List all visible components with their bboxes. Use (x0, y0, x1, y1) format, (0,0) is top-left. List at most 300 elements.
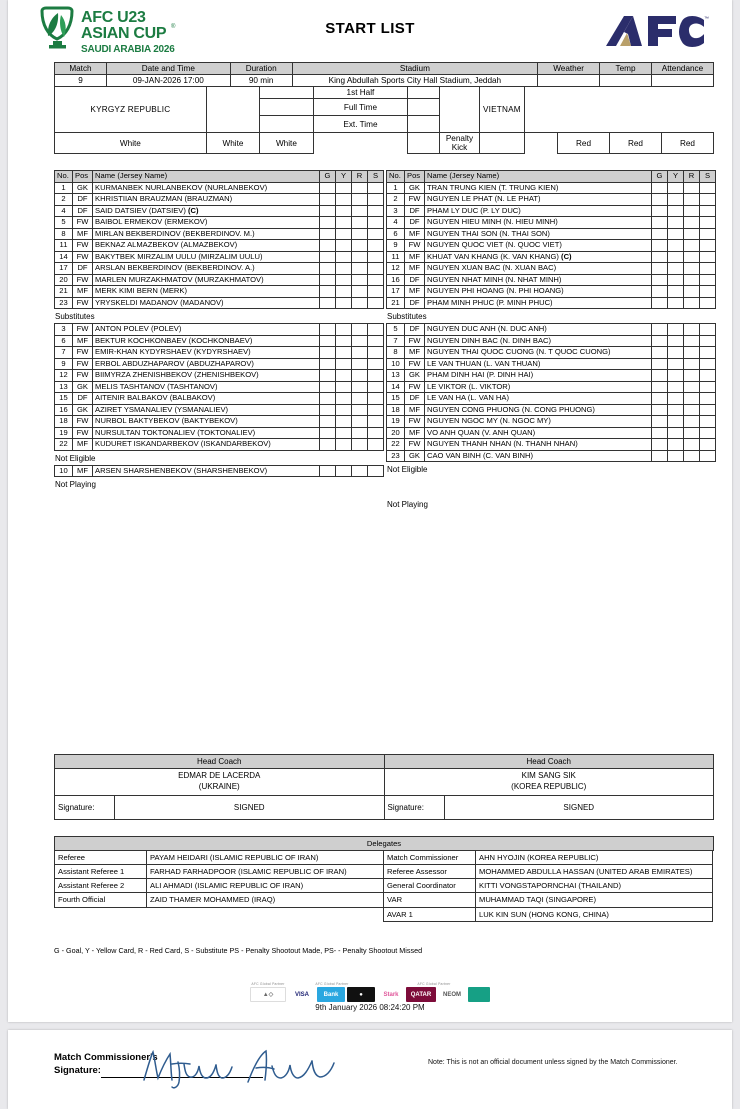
player-number: 19 (387, 416, 405, 428)
table-row (387, 381, 716, 393)
stat-cell-r[interactable] (352, 228, 368, 240)
footer-note: Note: This is not an official document unless signed by the Match Commissioner. (428, 1059, 678, 1066)
stat-cell-g[interactable] (652, 439, 668, 451)
stat-cell-g[interactable] (320, 263, 336, 275)
stat-cell-r[interactable] (684, 274, 700, 286)
stat-cell-s[interactable] (700, 358, 716, 370)
stat-cell-y[interactable] (336, 381, 352, 393)
player-position: DF (405, 324, 425, 336)
stat-cell-r[interactable] (684, 381, 700, 393)
stat-cell-y[interactable] (336, 182, 352, 194)
stat-cell-g[interactable] (652, 217, 668, 229)
player-number: 15 (55, 393, 73, 405)
player-position: DF (73, 194, 93, 206)
away-substitutes-label: Substitutes (387, 312, 427, 321)
stat-cell-s[interactable] (368, 427, 384, 439)
stat-cell-r[interactable] (352, 251, 368, 263)
stat-cell-y[interactable] (668, 286, 684, 298)
mc-signature-label-line1: Match Commissioner's (54, 1052, 158, 1063)
stat-cell-y[interactable] (668, 251, 684, 263)
table-row (387, 416, 716, 428)
player-name-text: BEKTUR KOCHKONBAEV (KOCHKONBAEV) (95, 335, 253, 345)
stat-cell-y[interactable] (668, 217, 684, 229)
stat-cell-g[interactable] (652, 274, 668, 286)
stat-cell-s[interactable] (700, 416, 716, 428)
player-number: 12 (387, 263, 405, 275)
stat-cell-g[interactable] (320, 194, 336, 206)
stat-cell-g[interactable] (320, 205, 336, 217)
stat-cell-g[interactable] (320, 381, 336, 393)
away-score-full-time (408, 99, 440, 116)
stat-cell-r[interactable] (684, 450, 700, 462)
player-name (425, 416, 652, 428)
stat-cell-g[interactable] (320, 393, 336, 405)
stat-cell-g[interactable] (320, 274, 336, 286)
stat-cell-g[interactable] (320, 286, 336, 298)
stat-cell-s[interactable] (368, 194, 384, 206)
sponsor-visa-icon: VISA (289, 987, 315, 1002)
stat-cell-s[interactable] (368, 228, 384, 240)
away-coach-country: (KOREA REPUBLIC) (511, 781, 587, 791)
stat-cell-y[interactable] (668, 416, 684, 428)
table-row (55, 439, 384, 451)
player-position: DF (405, 217, 425, 229)
stat-cell-g[interactable] (320, 427, 336, 439)
stat-cell-y[interactable] (668, 370, 684, 382)
player-position: DF (405, 205, 425, 217)
stat-cell-r[interactable] (352, 358, 368, 370)
table-row (387, 370, 716, 382)
delegate-person: MUHAMMAD TAQI (SINGAPORE) (476, 893, 713, 907)
stat-cell-y[interactable] (668, 439, 684, 451)
stat-cell-s[interactable] (368, 297, 384, 309)
stat-cell-y[interactable] (336, 205, 352, 217)
away-kit-shorts: Red (609, 133, 661, 154)
stat-cell-r[interactable] (684, 251, 700, 263)
stat-cell-y[interactable] (336, 439, 352, 451)
player-name-text: NGUYEN PHI HOANG (N. PHI HOANG) (427, 286, 564, 295)
home-th-pos: Pos (73, 171, 93, 183)
player-name-text: BIIMYRZA ZHENISHBEKOV (ZHENISHBEKOV) (95, 370, 259, 379)
stat-cell-y[interactable] (336, 240, 352, 252)
stat-cell-r[interactable] (352, 182, 368, 194)
stat-cell-r[interactable] (684, 370, 700, 382)
stat-cell-g[interactable] (652, 370, 668, 382)
delegates-left-col (54, 850, 384, 922)
stat-cell-g[interactable] (320, 240, 336, 252)
stat-cell-s[interactable] (368, 404, 384, 416)
kit-gap-right (524, 133, 557, 154)
stat-cell-y[interactable] (668, 324, 684, 336)
stat-cell-r[interactable] (352, 335, 368, 347)
stat-cell-g[interactable] (652, 358, 668, 370)
player-name (93, 358, 320, 370)
stat-cell-s[interactable] (368, 240, 384, 252)
stat-cell-r[interactable] (352, 347, 368, 359)
away-score-1st-half (408, 87, 440, 99)
away-not-playing-label: Not Playing (387, 500, 428, 509)
home-kit-shorts: White (206, 133, 259, 154)
table-row (387, 439, 716, 451)
stat-cell-g[interactable] (652, 450, 668, 462)
score-label-ext-time: Ext. Time (313, 116, 408, 133)
sponsor-qatar-airways-icon: QATAR (406, 987, 436, 1002)
player-position: FW (73, 297, 93, 309)
stat-cell-s[interactable] (368, 465, 384, 477)
stat-cell-r[interactable] (352, 286, 368, 298)
table-row (387, 274, 716, 286)
sponsor-saudi-arabia-icon: ▲◇ (250, 987, 286, 1002)
stat-cell-g[interactable] (652, 393, 668, 405)
away-th-g: G (652, 171, 668, 183)
match-duration: 90 min (230, 75, 292, 87)
stat-cell-y[interactable] (668, 297, 684, 309)
stat-cell-y[interactable] (336, 358, 352, 370)
stat-cell-s[interactable] (368, 335, 384, 347)
stat-cell-g[interactable] (320, 335, 336, 347)
svg-text:®: ® (171, 24, 176, 30)
stat-cell-s[interactable] (700, 205, 716, 217)
away-not-eligible-label: Not Eligible (387, 465, 428, 474)
stat-cell-s[interactable] (700, 404, 716, 416)
stat-cell-r[interactable] (352, 297, 368, 309)
score-label-penalty: Penalty Kick (439, 133, 479, 154)
player-number: 7 (55, 347, 73, 359)
stat-cell-y[interactable] (668, 263, 684, 275)
player-number: 13 (55, 381, 73, 393)
stat-cell-y[interactable] (668, 381, 684, 393)
player-name-text: NGUYEN QUOC VIET (N. QUOC VIET) (427, 240, 562, 249)
stat-cell-s[interactable] (368, 439, 384, 451)
stat-cell-s[interactable] (368, 393, 384, 405)
stat-cell-g[interactable] (320, 217, 336, 229)
stat-cell-s[interactable] (700, 251, 716, 263)
player-number: 22 (387, 439, 405, 451)
stat-cell-g[interactable] (320, 439, 336, 451)
stat-cell-r[interactable] (352, 263, 368, 275)
player-name (93, 335, 320, 347)
stat-cell-y[interactable] (336, 194, 352, 206)
stat-cell-r[interactable] (352, 194, 368, 206)
stat-cell-r[interactable] (684, 439, 700, 451)
player-name (93, 381, 320, 393)
stat-cell-s[interactable] (368, 182, 384, 194)
stat-cell-g[interactable] (320, 347, 336, 359)
table-row (55, 324, 384, 336)
stat-cell-y[interactable] (336, 228, 352, 240)
stat-cell-r[interactable] (684, 347, 700, 359)
stat-cell-r[interactable] (684, 416, 700, 428)
player-name-text: BAKYTBEK MIRZALIM UULU (MIRZALIM UULU) (95, 251, 263, 261)
stat-cell-s[interactable] (368, 358, 384, 370)
table-row (387, 263, 716, 275)
stat-cell-y[interactable] (668, 205, 684, 217)
stat-cell-y[interactable] (336, 416, 352, 428)
stat-cell-s[interactable] (700, 347, 716, 359)
stat-cell-g[interactable] (320, 297, 336, 309)
home-kit-socks: White (260, 133, 313, 154)
stat-cell-r[interactable] (684, 182, 700, 194)
player-number: 3 (387, 205, 405, 217)
stat-cell-s[interactable] (368, 286, 384, 298)
home-th-s: S (368, 171, 384, 183)
stat-cell-s[interactable] (368, 347, 384, 359)
stat-cell-g[interactable] (320, 182, 336, 194)
player-name-text: AITENIR BALBAKOV (BALBAKOV) (95, 393, 216, 402)
stat-cell-r[interactable] (352, 240, 368, 252)
stat-cell-g[interactable] (652, 416, 668, 428)
stat-cell-g[interactable] (652, 182, 668, 194)
stat-cell-s[interactable] (368, 263, 384, 275)
stat-cell-g[interactable] (320, 370, 336, 382)
away-th-r: R (684, 171, 700, 183)
stat-cell-r[interactable] (684, 286, 700, 298)
stat-cell-g[interactable] (652, 427, 668, 439)
stat-cell-s[interactable] (368, 324, 384, 336)
stat-cell-r[interactable] (352, 370, 368, 382)
player-name-text: MERK KIMI BERN (MERK) (95, 286, 187, 295)
stat-cell-y[interactable] (336, 404, 352, 416)
stat-cell-y[interactable] (668, 404, 684, 416)
coach-signature-row (55, 795, 714, 819)
stat-cell-s[interactable] (368, 381, 384, 393)
stat-cell-g[interactable] (320, 416, 336, 428)
stat-cell-s[interactable] (700, 194, 716, 206)
stat-cell-g[interactable] (652, 263, 668, 275)
stat-cell-s[interactable] (700, 450, 716, 462)
stat-cell-y[interactable] (668, 427, 684, 439)
stat-cell-r[interactable] (684, 297, 700, 309)
stat-cell-y[interactable] (336, 217, 352, 229)
stat-cell-r[interactable] (352, 404, 368, 416)
sponsor-set-1 (250, 987, 286, 1002)
stat-cell-g[interactable] (652, 240, 668, 252)
player-name-text: NGUYEN THANH NHAN (N. THANH NHAN) (427, 439, 578, 448)
stat-cell-g[interactable] (652, 347, 668, 359)
player-position: MF (405, 251, 425, 263)
home-spacer-cell (206, 87, 259, 133)
stat-cell-y[interactable] (668, 228, 684, 240)
stat-cell-g[interactable] (652, 335, 668, 347)
stat-cell-g[interactable] (652, 297, 668, 309)
away-starters-table (386, 170, 716, 309)
stat-cell-r[interactable] (684, 404, 700, 416)
score-row-1st-half (55, 87, 714, 99)
away-kit-socks: Red (661, 133, 713, 154)
stat-cell-y[interactable] (336, 297, 352, 309)
stat-cell-s[interactable] (700, 335, 716, 347)
away-score-ext-time (408, 116, 440, 133)
stat-cell-s[interactable] (368, 205, 384, 217)
stat-cell-r[interactable] (684, 217, 700, 229)
table-row (387, 228, 716, 240)
table-row (55, 263, 384, 275)
stat-cell-g[interactable] (652, 251, 668, 263)
stat-cell-s[interactable] (700, 439, 716, 451)
stat-cell-r[interactable] (352, 205, 368, 217)
stat-cell-r[interactable] (352, 427, 368, 439)
home-score-ext-time (260, 116, 313, 133)
stat-cell-s[interactable] (700, 297, 716, 309)
stat-cell-y[interactable] (668, 450, 684, 462)
score-band-table (54, 86, 714, 154)
player-name (93, 286, 320, 298)
stat-cell-r[interactable] (684, 358, 700, 370)
match-commissioner-sheet (8, 1030, 732, 1109)
delegate-person: MOHAMMED ABDULLA HASSAN (UNITED ARAB EMIRATES) (476, 865, 713, 879)
player-name-text: NGUYEN HIEU MINH (N. HIEU MINH) (427, 217, 558, 226)
stat-cell-r[interactable] (352, 416, 368, 428)
stat-cell-r[interactable] (352, 217, 368, 229)
stat-cell-y[interactable] (336, 370, 352, 382)
stat-cell-y[interactable] (336, 427, 352, 439)
home-signature-value[interactable]: SIGNED (115, 795, 385, 819)
stat-cell-y[interactable] (336, 251, 352, 263)
player-position: GK (73, 381, 93, 393)
stat-cell-s[interactable] (700, 370, 716, 382)
delegate-person: AHN HYOJIN (KOREA REPUBLIC) (476, 851, 713, 865)
stat-cell-s[interactable] (700, 263, 716, 275)
home-starters-table (54, 170, 384, 309)
stat-cell-r[interactable] (684, 205, 700, 217)
stat-cell-g[interactable] (652, 381, 668, 393)
stat-cell-y[interactable] (336, 263, 352, 275)
stat-cell-g[interactable] (652, 205, 668, 217)
table-row (387, 205, 716, 217)
away-th-s: S (700, 171, 716, 183)
player-position: FW (405, 240, 425, 252)
stat-cell-y[interactable] (668, 194, 684, 206)
stat-cell-y[interactable] (336, 347, 352, 359)
svg-text:AFC U23: AFC U23 (81, 9, 146, 26)
player-name-text: NGUYEN DUC ANH (N. DUC ANH) (427, 324, 547, 333)
player-number: 18 (387, 404, 405, 416)
stat-cell-g[interactable] (652, 286, 668, 298)
stat-cell-r[interactable] (352, 393, 368, 405)
player-position: FW (405, 381, 425, 393)
player-position: FW (73, 416, 93, 428)
player-name (425, 217, 652, 229)
stat-cell-r[interactable] (352, 274, 368, 286)
stat-cell-r[interactable] (684, 240, 700, 252)
stat-cell-g[interactable] (320, 465, 336, 477)
score-label-1st-half: 1st Half (313, 87, 408, 99)
stat-cell-r[interactable] (352, 465, 368, 477)
table-row (387, 335, 716, 347)
th-date-time: Date and Time (106, 63, 230, 75)
table-row (55, 465, 384, 477)
stat-cell-y[interactable] (668, 347, 684, 359)
stat-cell-s[interactable] (700, 286, 716, 298)
table-row (387, 324, 716, 336)
stat-cell-s[interactable] (700, 240, 716, 252)
stat-cell-g[interactable] (320, 404, 336, 416)
stat-cell-y[interactable] (668, 335, 684, 347)
stat-cell-g[interactable] (652, 194, 668, 206)
player-number: 21 (387, 297, 405, 309)
stat-cell-s[interactable] (700, 228, 716, 240)
stat-cell-s[interactable] (700, 393, 716, 405)
stat-cell-s[interactable] (368, 251, 384, 263)
stat-cell-y[interactable] (668, 274, 684, 286)
stat-cell-g[interactable] (652, 228, 668, 240)
stat-cell-s[interactable] (368, 217, 384, 229)
player-name (93, 217, 320, 229)
stat-cell-s[interactable] (368, 370, 384, 382)
stat-cell-g[interactable] (320, 358, 336, 370)
stat-cell-y[interactable] (336, 335, 352, 347)
player-number: 5 (55, 217, 73, 229)
stat-cell-r[interactable] (684, 194, 700, 206)
stat-cell-g[interactable] (652, 404, 668, 416)
stat-cell-s[interactable] (368, 416, 384, 428)
th-stadium: Stadium (292, 63, 537, 75)
stat-cell-y[interactable] (336, 465, 352, 477)
mc-signature-label-line2: Signature: (54, 1064, 101, 1076)
stat-cell-y[interactable] (668, 182, 684, 194)
stat-cell-s[interactable] (368, 274, 384, 286)
player-name (425, 370, 652, 382)
stat-cell-r[interactable] (684, 324, 700, 336)
stat-cell-g[interactable] (320, 251, 336, 263)
stat-cell-g[interactable] (320, 228, 336, 240)
document-header (8, 0, 732, 58)
player-number: 14 (55, 251, 73, 263)
stat-cell-r[interactable] (684, 393, 700, 405)
player-name (425, 393, 652, 405)
stat-cell-g[interactable] (652, 324, 668, 336)
sponsor-tier-1: AFC Global Partner (251, 982, 285, 986)
stat-cell-s[interactable] (700, 217, 716, 229)
stat-cell-s[interactable] (700, 324, 716, 336)
table-row (55, 217, 384, 229)
delegate-person: ALI AHMADI (ISLAMIC REPUBLIC OF IRAN) (147, 879, 384, 893)
stat-cell-s[interactable] (700, 381, 716, 393)
stat-cell-r[interactable] (352, 439, 368, 451)
match-stadium: King Abdullah Sports City Hall Stadium, Jeddah (292, 75, 537, 87)
stat-cell-r[interactable] (352, 381, 368, 393)
stat-cell-r[interactable] (684, 228, 700, 240)
stat-cell-g[interactable] (320, 324, 336, 336)
table-row (55, 240, 384, 252)
match-temp (600, 75, 652, 87)
stat-cell-s[interactable] (700, 427, 716, 439)
home-substitutes-label: Substitutes (55, 312, 95, 321)
stat-cell-s[interactable] (700, 274, 716, 286)
kit-gap-left (313, 133, 408, 154)
stat-cell-y[interactable] (336, 274, 352, 286)
player-name (93, 240, 320, 252)
player-position: FW (73, 347, 93, 359)
stat-cell-y[interactable] (336, 324, 352, 336)
stat-cell-r[interactable] (684, 263, 700, 275)
stat-cell-y[interactable] (668, 393, 684, 405)
away-signature-value[interactable]: SIGNED (444, 795, 714, 819)
stat-cell-y[interactable] (668, 240, 684, 252)
stat-cell-r[interactable] (684, 427, 700, 439)
legend-text: G - Goal, Y - Yellow Card, R - Red Card, S - Substitute PS - Penalty Shootout Made, PS- - Penalty Shootout Missed (54, 946, 423, 955)
player-number: 14 (387, 381, 405, 393)
player-number: 15 (387, 393, 405, 405)
stat-cell-s[interactable] (700, 182, 716, 194)
stat-cell-r[interactable] (352, 324, 368, 336)
stat-cell-y[interactable] (336, 286, 352, 298)
player-number: 23 (387, 450, 405, 462)
player-name-text: ARSEN SHARSHENBEKOV (SHARSHENBEKOV) (95, 465, 268, 475)
stat-cell-r[interactable] (684, 335, 700, 347)
stat-cell-y[interactable] (336, 393, 352, 405)
stat-cell-y[interactable] (668, 358, 684, 370)
